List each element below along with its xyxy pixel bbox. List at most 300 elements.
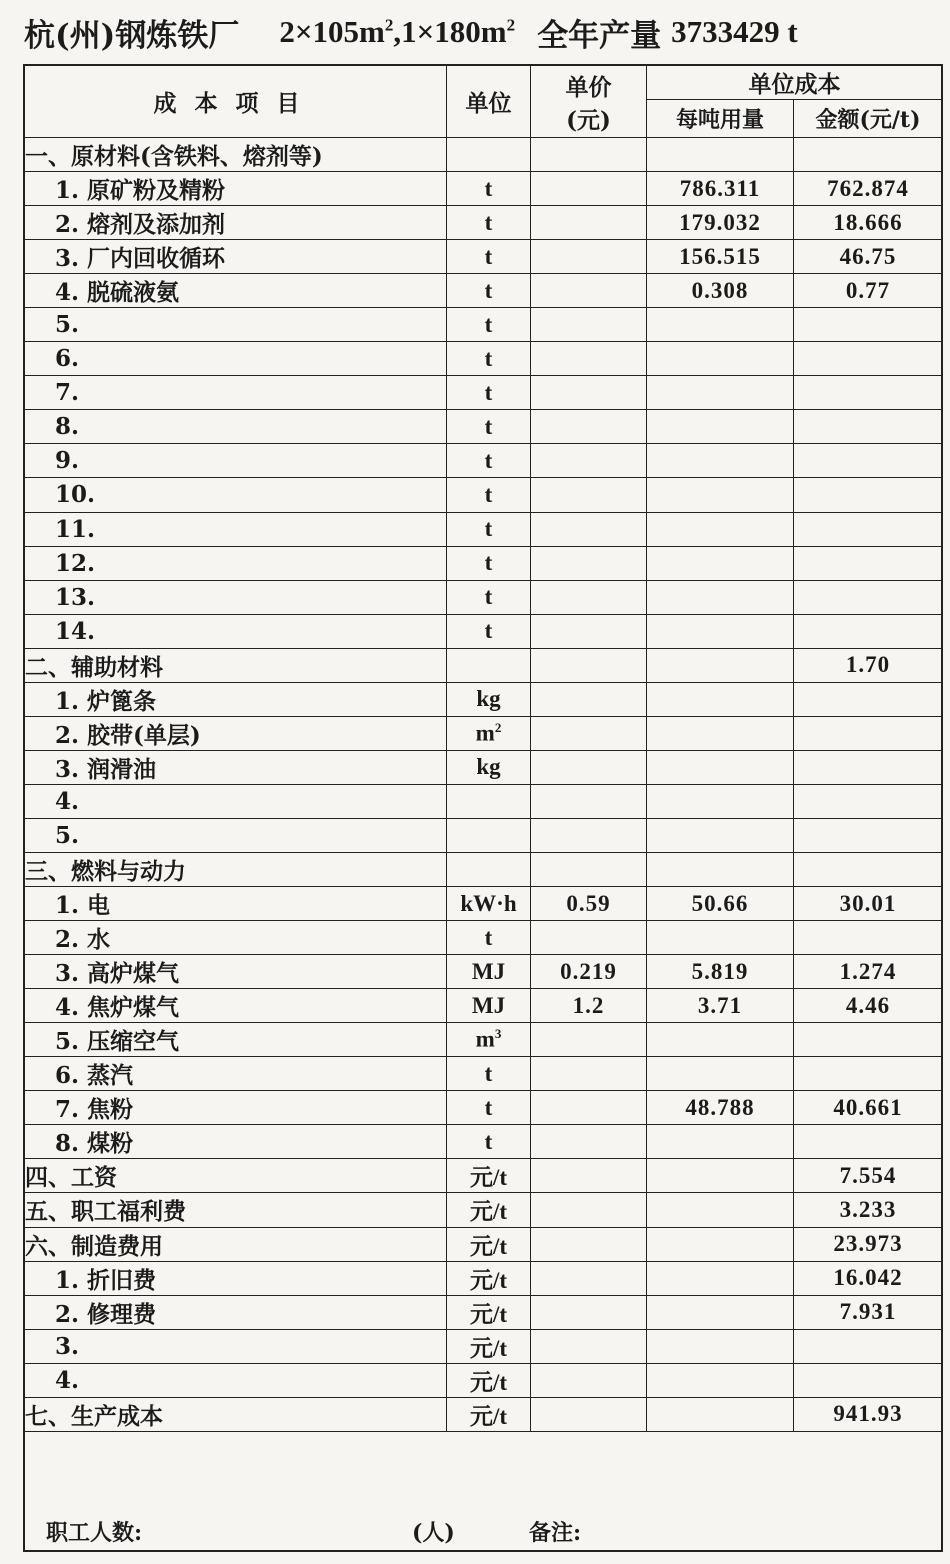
row-unit-cell-text: m: [475, 1027, 495, 1053]
table-row: [25, 989, 943, 1023]
table-row: [25, 410, 943, 444]
row-item-cell-text: 4.: [55, 787, 80, 815]
row-price-cell: [531, 342, 647, 376]
row-item-cell: [25, 444, 447, 478]
row-item-cell-text: 6. 蒸汽: [55, 1062, 134, 1090]
row-price-cell: [531, 614, 647, 648]
row-unit-cell: [447, 1023, 531, 1057]
cost-table: [24, 65, 943, 1432]
row-unit-cell-text: t: [484, 481, 493, 507]
row-item-cell: [25, 1023, 447, 1057]
row-amount-cell: [794, 921, 943, 955]
row-amount-cell: [794, 206, 943, 240]
row-item-cell: [25, 274, 447, 308]
row-item-cell-text: 六、制造费用: [25, 1232, 163, 1260]
row-amount-cell-text: 16.042: [833, 1265, 903, 1291]
row-amount-cell-text: 762.874: [827, 175, 909, 201]
row-item-cell: [25, 750, 447, 784]
table-row: [25, 1329, 943, 1363]
row-amount-cell-text: 3.233: [839, 1196, 897, 1222]
row-unit-cell: [447, 1193, 531, 1227]
header-unit-cost: 单位成本: [647, 66, 943, 100]
row-unit-cell-text: kg: [476, 754, 501, 780]
header-item: 成本项目: [25, 66, 447, 138]
table-row: [25, 1397, 943, 1431]
row-item-cell: [25, 580, 447, 614]
row-usage-cell: [647, 852, 794, 886]
row-amount-cell-text: 40.661: [833, 1094, 903, 1120]
remarks-label: 备注:: [529, 1519, 582, 1546]
row-amount-cell: [794, 274, 943, 308]
header-usage: 每吨用量: [647, 100, 794, 138]
row-usage-cell: [647, 1023, 794, 1057]
row-item-cell-text: 二、辅助材料: [25, 653, 163, 681]
row-price-cell: [531, 274, 647, 308]
row-unit-cell-text: kW·h: [460, 890, 517, 916]
row-unit-cell: [447, 784, 531, 818]
row-item-cell-text: 3. 润滑油: [55, 755, 157, 783]
row-amount-cell-text: 1.274: [839, 958, 897, 984]
row-item-cell-text: 一、原材料(含铁料、熔剂等): [25, 143, 323, 171]
unit-superscript: 3: [494, 1026, 502, 1042]
row-item-cell: [25, 1091, 447, 1125]
row-usage-cell: [647, 1193, 794, 1227]
row-unit-cell-text: t: [484, 924, 493, 950]
table-row: [25, 716, 943, 750]
row-usage-cell: [647, 274, 794, 308]
row-price-cell: [531, 206, 647, 240]
row-price-cell: [531, 989, 647, 1023]
table-row: [25, 955, 943, 989]
row-price-cell: [531, 1159, 647, 1193]
row-unit-cell: [447, 716, 531, 750]
row-amount-cell: [794, 614, 943, 648]
row-unit-cell: [447, 955, 531, 989]
table-row: [25, 1057, 943, 1091]
row-item-cell-text: 三、燃料与动力: [25, 858, 186, 885]
row-item-cell-text: 5.: [55, 311, 80, 339]
table-row: [25, 1125, 943, 1159]
spec-b: ,1×180m: [393, 14, 507, 49]
row-item-cell: [25, 546, 447, 580]
row-unit-cell-text: 元/t: [469, 1301, 508, 1327]
row-unit-cell-text: t: [484, 413, 493, 439]
row-item-cell-text: 5.: [55, 821, 80, 849]
row-unit-cell: [447, 1261, 531, 1295]
row-item-cell: [25, 1329, 447, 1363]
document-title: [24, 6, 939, 58]
table-row: [25, 648, 943, 682]
row-unit-cell: [447, 1227, 531, 1261]
row-usage-cell: [647, 546, 794, 580]
row-item-cell-text: 1. 折旧费: [55, 1266, 157, 1294]
row-amount-cell: [794, 172, 943, 206]
row-amount-cell: [794, 955, 943, 989]
row-usage-cell: [647, 1159, 794, 1193]
row-price-cell: [531, 818, 647, 852]
row-unit-cell: [447, 1057, 531, 1091]
row-usage-cell: [647, 614, 794, 648]
table-row: [25, 240, 943, 274]
row-unit-cell-text: t: [484, 1094, 493, 1120]
row-unit-cell-text: 元/t: [469, 1267, 508, 1293]
row-item-cell: [25, 138, 447, 172]
row-usage-cell: [647, 818, 794, 852]
row-price-cell: [531, 580, 647, 614]
row-item-cell-text: 七、生产成本: [25, 1402, 163, 1430]
row-price-cell: [531, 648, 647, 682]
row-unit-cell-text: t: [484, 379, 493, 405]
row-item-cell-text: 1. 炉篦条: [55, 687, 157, 715]
row-unit-cell: [447, 1295, 531, 1329]
table-row: [25, 614, 943, 648]
row-usage-cell: [647, 716, 794, 750]
row-usage-cell: [647, 138, 794, 172]
row-item-cell-text: 2. 修理费: [55, 1300, 157, 1328]
row-unit-cell-text: t: [484, 584, 493, 610]
row-item-cell: [25, 648, 447, 682]
row-price-cell-text: 0.219: [560, 958, 617, 984]
table-row: [25, 818, 943, 852]
row-amount-cell: [794, 818, 943, 852]
row-usage-cell: [647, 955, 794, 989]
row-amount-cell: [794, 376, 943, 410]
row-item-cell: [25, 1397, 447, 1431]
footer: [24, 1509, 942, 1553]
production-value: 3733429 t: [671, 14, 798, 49]
row-unit-cell: [447, 478, 531, 512]
table-row: [25, 1193, 943, 1227]
row-item-cell-text: 3. 厂内回收循环: [55, 245, 226, 273]
row-item-cell-text: 5. 压缩空气: [55, 1028, 180, 1056]
row-unit-cell: [447, 410, 531, 444]
table-row: [25, 342, 943, 376]
table-row: [25, 444, 943, 478]
row-item-cell-text: 2. 熔剂及添加剂: [55, 211, 226, 239]
row-item-cell-text: 10.: [55, 481, 96, 509]
staff-count-label: 职工人数:: [46, 1519, 143, 1546]
row-usage-cell: [647, 648, 794, 682]
row-item-cell-text: 8.: [55, 413, 80, 441]
row-usage-cell: [647, 206, 794, 240]
table-row: [25, 682, 943, 716]
row-unit-cell-text: t: [484, 550, 493, 576]
row-unit-cell: [447, 274, 531, 308]
row-amount-cell-text: 7.931: [839, 1299, 897, 1325]
row-usage-cell-text: 5.819: [691, 958, 749, 984]
row-unit-cell: [447, 852, 531, 886]
row-price-cell: [531, 512, 647, 546]
row-unit-cell: [447, 1091, 531, 1125]
row-amount-cell: [794, 1023, 943, 1057]
row-amount-cell: [794, 1125, 943, 1159]
row-amount-cell-text: 4.46: [845, 992, 891, 1018]
row-item-cell-text: 四、工资: [25, 1164, 117, 1192]
row-price-cell: [531, 887, 647, 921]
header-price: [531, 66, 647, 138]
row-amount-cell: [794, 410, 943, 444]
row-amount-cell: [794, 1091, 943, 1125]
row-usage-cell-text: 0.308: [691, 277, 749, 303]
row-amount-cell-text: 0.77: [845, 277, 891, 303]
row-item-cell: [25, 852, 447, 886]
row-item-cell: [25, 1227, 447, 1261]
row-item-cell: [25, 1159, 447, 1193]
row-item-cell: [25, 1363, 447, 1397]
row-item-cell-text: 2. 水: [55, 926, 111, 954]
row-usage-cell: [647, 1261, 794, 1295]
row-unit-cell-text: 元/t: [469, 1199, 508, 1225]
row-unit-cell-text: 元/t: [469, 1165, 508, 1191]
table-row: [25, 1227, 943, 1261]
row-amount-cell: [794, 308, 943, 342]
row-item-cell: [25, 682, 447, 716]
table-row: [25, 546, 943, 580]
row-usage-cell: [647, 342, 794, 376]
row-unit-cell-text: 元/t: [469, 1403, 508, 1429]
row-amount-cell: [794, 342, 943, 376]
row-item-cell: [25, 410, 447, 444]
row-amount-cell: [794, 1227, 943, 1261]
row-price-cell-text: 1.2: [572, 992, 605, 1018]
row-unit-cell: [447, 444, 531, 478]
row-unit-cell: [447, 206, 531, 240]
production-label: 全年产量: [537, 17, 662, 54]
row-item-cell: [25, 614, 447, 648]
row-usage-cell-text: 786.311: [679, 175, 761, 201]
table-row: [25, 784, 943, 818]
row-unit-cell-text: m: [475, 720, 495, 746]
row-price-cell: [531, 921, 647, 955]
row-usage-cell: [647, 1329, 794, 1363]
row-item-cell-text: 1. 原矿粉及精粉: [55, 177, 226, 205]
row-unit-cell: [447, 682, 531, 716]
row-price-cell: [531, 682, 647, 716]
table-row: [25, 1091, 943, 1125]
row-item-cell: [25, 955, 447, 989]
row-price-cell: [531, 546, 647, 580]
row-unit-cell: [447, 750, 531, 784]
row-usage-cell: [647, 478, 794, 512]
table-row: [25, 478, 943, 512]
row-price-cell: [531, 1125, 647, 1159]
row-amount-cell: [794, 478, 943, 512]
row-item-cell: [25, 818, 447, 852]
table-row: [25, 887, 943, 921]
row-amount-cell: [794, 648, 943, 682]
row-item-cell: [25, 1261, 447, 1295]
table-row: [25, 206, 943, 240]
row-item-cell: [25, 887, 447, 921]
row-item-cell-text: 8. 煤粉: [55, 1130, 134, 1158]
row-usage-cell: [647, 1057, 794, 1091]
row-usage-cell: [647, 921, 794, 955]
row-item-cell-text: 13.: [55, 583, 96, 611]
row-amount-cell: [794, 1159, 943, 1193]
row-amount-cell: [794, 512, 943, 546]
row-amount-cell: [794, 444, 943, 478]
header-price-line2: (元): [566, 106, 611, 134]
table-row: [25, 1023, 943, 1057]
row-usage-cell: [647, 410, 794, 444]
row-amount-cell: [794, 784, 943, 818]
row-unit-cell: [447, 1397, 531, 1431]
row-item-cell-text: 4.: [55, 1366, 80, 1394]
row-amount-cell-text: 18.666: [833, 209, 903, 235]
table-row: [25, 308, 943, 342]
plant-name: 杭(州)钢炼铁厂: [24, 17, 240, 54]
table-row: [25, 138, 943, 172]
row-usage-cell: [647, 376, 794, 410]
table-row: [25, 1363, 943, 1397]
row-unit-cell: [447, 818, 531, 852]
row-unit-cell: [447, 546, 531, 580]
row-item-cell-text: 6.: [55, 345, 80, 373]
row-unit-cell-text: t: [484, 175, 493, 201]
row-amount-cell-text: 1.70: [845, 652, 891, 678]
row-unit-cell-text: t: [484, 277, 493, 303]
row-item-cell-text: 3.: [55, 1332, 80, 1360]
row-unit-cell: [447, 648, 531, 682]
row-price-cell: [531, 240, 647, 274]
row-unit-cell-text: 元/t: [469, 1369, 508, 1395]
row-amount-cell: [794, 1261, 943, 1295]
row-item-cell: [25, 1295, 447, 1329]
row-price-cell: [531, 1261, 647, 1295]
row-price-cell: [531, 172, 647, 206]
cost-rows: [25, 138, 943, 1432]
row-unit-cell: [447, 1363, 531, 1397]
row-amount-cell: [794, 852, 943, 886]
row-usage-cell-text: 3.71: [697, 992, 743, 1018]
row-item-cell-text: 14.: [55, 617, 96, 645]
row-item-cell-text: 2. 胶带(单层): [55, 721, 201, 749]
table-row: [25, 172, 943, 206]
row-price-cell: [531, 1363, 647, 1397]
row-item-cell: [25, 784, 447, 818]
table-row: [25, 580, 943, 614]
row-item-cell-text: 1. 电: [55, 892, 111, 920]
row-item-cell: [25, 1057, 447, 1091]
row-unit-cell: [447, 376, 531, 410]
row-price-cell: [531, 1193, 647, 1227]
table-row: [25, 750, 943, 784]
row-price-cell: [531, 1091, 647, 1125]
row-unit-cell-text: t: [484, 516, 493, 542]
row-item-cell: [25, 240, 447, 274]
row-amount-cell: [794, 1193, 943, 1227]
row-item-cell: [25, 172, 447, 206]
row-amount-cell: [794, 580, 943, 614]
table-row: [25, 1295, 943, 1329]
row-price-cell: [531, 716, 647, 750]
row-usage-cell-text: 179.032: [679, 209, 761, 235]
row-unit-cell: [447, 580, 531, 614]
row-item-cell: [25, 989, 447, 1023]
row-item-cell-text: 4. 焦炉煤气: [55, 994, 180, 1022]
row-amount-cell: [794, 989, 943, 1023]
row-unit-cell-text: kg: [476, 686, 501, 712]
header-amount: 金额(元/t): [794, 100, 943, 138]
row-usage-cell: [647, 1125, 794, 1159]
row-usage-cell: [647, 887, 794, 921]
row-unit-cell-text: t: [484, 345, 493, 371]
row-price-cell: [531, 1397, 647, 1431]
row-amount-cell: [794, 1329, 943, 1363]
row-amount-cell: [794, 1397, 943, 1431]
row-item-cell-text: 3. 高炉煤气: [55, 960, 180, 988]
row-usage-cell: [647, 308, 794, 342]
row-item-cell: [25, 1125, 447, 1159]
row-item-cell-text: 五、职工福利费: [25, 1198, 186, 1226]
unit-superscript: 2: [494, 719, 502, 735]
row-usage-cell: [647, 784, 794, 818]
row-usage-cell: [647, 1295, 794, 1329]
row-amount-cell: [794, 887, 943, 921]
row-unit-cell: [447, 512, 531, 546]
row-usage-cell: [647, 240, 794, 274]
table-row: [25, 921, 943, 955]
row-unit-cell: [447, 1125, 531, 1159]
row-item-cell: [25, 206, 447, 240]
row-price-cell: [531, 1295, 647, 1329]
row-amount-cell-text: 7.554: [839, 1162, 897, 1188]
persons-unit-label: (人): [412, 1519, 455, 1546]
row-amount-cell: [794, 240, 943, 274]
row-item-cell: [25, 342, 447, 376]
header-price-line1: 单价: [565, 73, 612, 101]
table-row: [25, 1159, 943, 1193]
row-price-cell: [531, 1227, 647, 1261]
row-unit-cell: [447, 240, 531, 274]
table-row: [25, 512, 943, 546]
table-row: [25, 274, 943, 308]
row-usage-cell: [647, 444, 794, 478]
row-unit-cell-text: 元/t: [469, 1335, 508, 1361]
row-item-cell-text: 4. 脱硫液氨: [55, 279, 180, 307]
row-unit-cell: [447, 308, 531, 342]
row-usage-cell: [647, 750, 794, 784]
row-usage-cell: [647, 172, 794, 206]
row-amount-cell-text: 941.93: [833, 1401, 903, 1427]
row-usage-cell-text: 48.788: [685, 1094, 755, 1120]
row-unit-cell-text: t: [484, 1060, 493, 1086]
row-usage-cell-text: 156.515: [679, 243, 761, 269]
row-unit-cell: [447, 1159, 531, 1193]
row-amount-cell-text: 46.75: [839, 243, 897, 269]
row-price-cell: [531, 308, 647, 342]
row-amount-cell: [794, 1363, 943, 1397]
row-item-cell: [25, 921, 447, 955]
row-unit-cell: [447, 887, 531, 921]
row-amount-cell: [794, 1295, 943, 1329]
row-usage-cell: [647, 1397, 794, 1431]
row-price-cell: [531, 410, 647, 444]
row-usage-cell: [647, 1227, 794, 1261]
row-item-cell: [25, 512, 447, 546]
row-price-cell: [531, 444, 647, 478]
row-unit-cell-text: t: [484, 618, 493, 644]
row-amount-cell: [794, 1057, 943, 1091]
row-item-cell-text: 12.: [55, 549, 96, 577]
row-item-cell-text: 7. 焦粉: [55, 1096, 134, 1124]
row-price-cell-text: 0.59: [566, 890, 611, 916]
row-usage-cell: [647, 580, 794, 614]
row-unit-cell-text: t: [484, 209, 493, 235]
row-usage-cell: [647, 989, 794, 1023]
row-item-cell-text: 11.: [55, 515, 96, 543]
row-item-cell: [25, 1193, 447, 1227]
